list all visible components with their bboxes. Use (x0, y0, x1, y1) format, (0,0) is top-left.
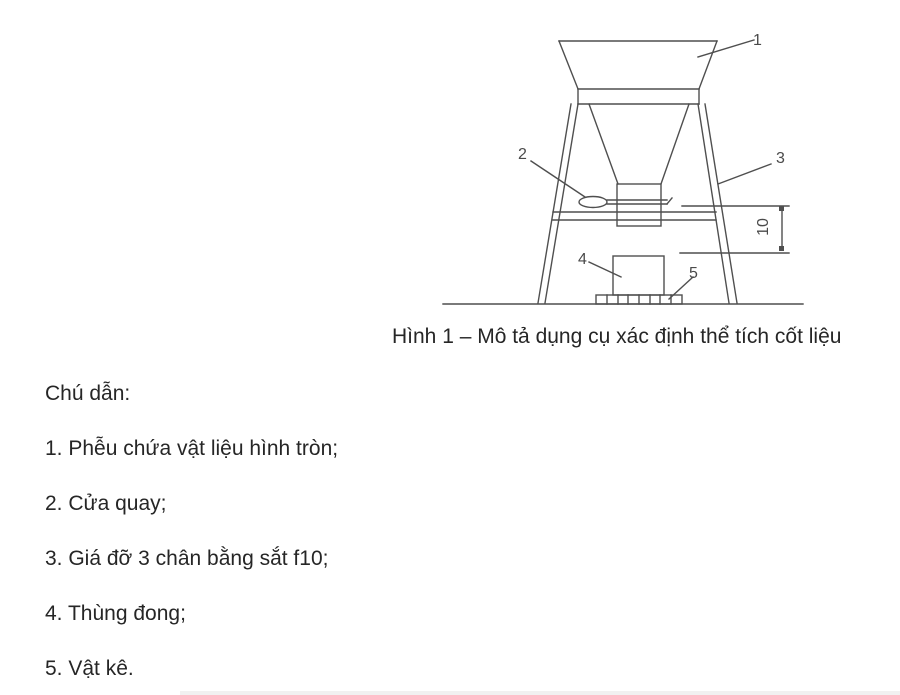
callout-2-label: 2 (518, 146, 527, 163)
dimension-value: 10 (755, 218, 773, 236)
legend-item: 5. Vật kê. (45, 657, 134, 680)
rotating-door-handle (579, 197, 672, 208)
dimension-tick-top (779, 206, 784, 211)
dimension-10 (680, 206, 789, 253)
callout-4 (578, 251, 621, 277)
callout-3-label: 3 (776, 150, 785, 167)
legend-item: 2. Cửa quay; (45, 492, 167, 515)
callout-1-label: 1 (753, 32, 762, 49)
dimension-tick-bottom (779, 246, 784, 251)
callout-5-label: 5 (689, 265, 698, 282)
callout-2 (518, 146, 585, 197)
legend-title: Chú dẫn: (45, 382, 131, 405)
legend-item: 4. Thùng đong; (45, 602, 186, 625)
callout-3-leader (718, 164, 771, 184)
callout-3 (718, 150, 785, 184)
callout-4-leader (589, 262, 621, 277)
bottom-content-edge (180, 691, 900, 695)
callout-2-leader (531, 161, 585, 197)
legend-item: 1. Phễu chứa vật liệu hình tròn; (45, 437, 339, 460)
callout-5 (669, 265, 698, 299)
callout-4-label: 4 (578, 251, 587, 268)
figure-caption: Hình 1 – Mô tả dụng cụ xác định thể tích cốt liệu (392, 325, 842, 348)
legend-item: 3. Giá đỡ 3 chân bằng sắt f10; (45, 547, 329, 570)
hopper-funnel (559, 41, 717, 184)
apparatus-diagram (0, 0, 900, 320)
callout-1 (698, 32, 762, 57)
callout-1-leader (698, 40, 754, 57)
measuring-container (613, 256, 664, 295)
legend (45, 381, 338, 695)
